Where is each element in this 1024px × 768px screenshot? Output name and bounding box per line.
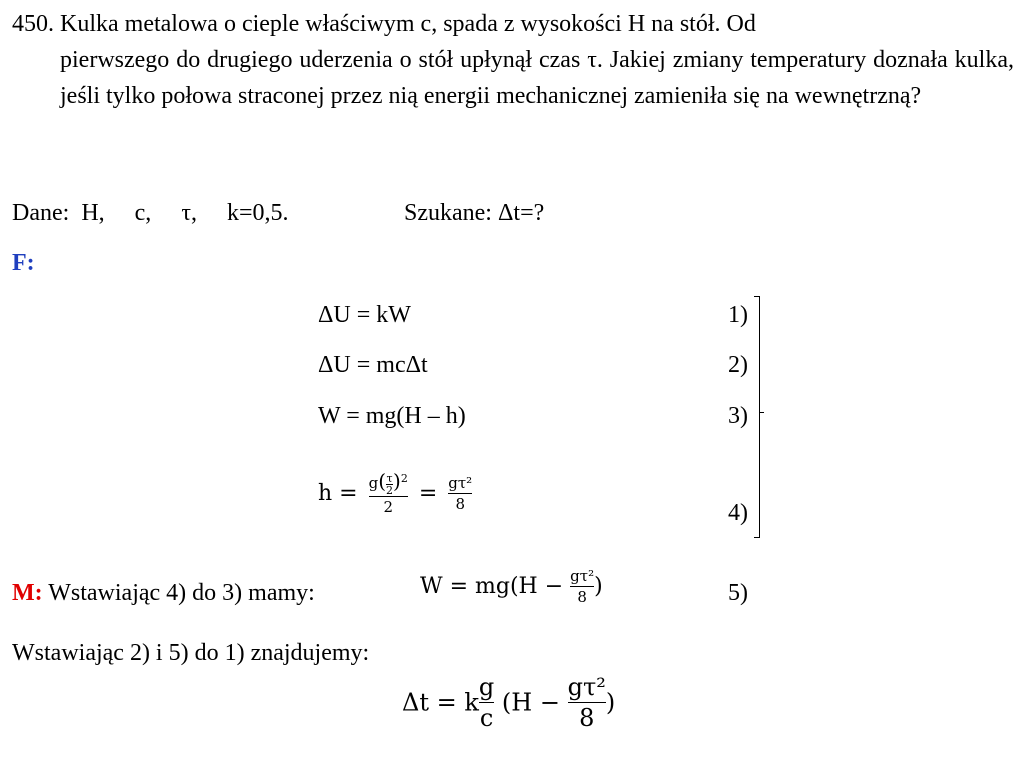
equation-4-denominator: 2 [369,496,408,517]
substitution-text: Wstawiając 2) i 5) do 1) znajdujemy: [12,640,370,666]
final-formula-pre: Δt = k [402,688,479,717]
problem-text-line1: Kulka metalowa o cieple właściwym c, spada z wysokości H na stół. Od [60,11,756,37]
equation-5 [420,566,603,607]
equation-5-number: 5) [728,580,748,606]
equation-4 [318,470,472,517]
final-formula-post: ) [605,688,616,717]
equation-4-inner-den: 2 [386,483,394,497]
equation-4-denominator-2: 8 [448,493,472,514]
final-fraction-g-c [479,672,494,733]
physics-section-label: F: [12,250,35,276]
problem-number: 450. [12,11,54,37]
final-c: c [479,704,494,732]
equation-5-pre: W = mg(H − [420,574,564,599]
equation-4-g: g [368,474,379,492]
given-item: k=0,5. [226,200,289,226]
final-g: g [478,673,495,701]
problem-text-rest: pierwszego do drugiego uderzenia o stół upłynął czas τ. Jakiej zmiany temperatury doznała kulka, jeśli tylko połowa straconej przez nią energii mechanicznej zamieniła się na wewnętrzną? [60,47,1014,109]
equation-3-number: 3) [728,403,748,429]
equation-5-post: ) [594,574,603,599]
equation-4-fraction-2 [448,473,472,514]
given-item: τ, [181,200,197,226]
bracket-tick [759,412,764,413]
equation-4-tau: τ [386,471,393,485]
given-item: H, [81,200,105,226]
equation-3: W = mg(H – h) [318,403,466,429]
math-section [12,578,315,608]
equation-4-equals: = [418,480,438,506]
equation-1-number: 1) [728,302,748,328]
equation-4-lhs: h = [318,480,358,506]
equation-2: ΔU = mcΔt [318,352,428,378]
final-formula [402,672,615,733]
final-fraction [568,672,606,733]
equation-2-number: 2) [728,352,748,378]
given-label: Dane: [12,200,70,226]
equation-5-numerator: gτ² [570,567,595,585]
given-data [12,198,289,228]
equation-4-number: 4) [728,500,748,526]
equation-4-exponent: 2 [400,472,408,485]
equation-4-fraction [369,470,408,517]
equation-group-bracket [754,296,760,538]
equation-4-numerator-2: gτ² [448,473,473,492]
given-item: c, [134,200,152,226]
equation-1: ΔU = kW [318,302,411,328]
final-denominator: 8 [568,702,606,733]
final-numerator: gτ² [567,673,606,701]
sought-value: Szukane: Δt=? [404,200,545,226]
math-section-label: M: [12,580,43,606]
equation-5-denominator: 8 [570,586,594,607]
equation-5-fraction [570,566,594,607]
final-formula-mid: (H − [501,688,560,717]
equation-4-numerator: g( $\frac{\tau}{2}$ )$^2$ [368,469,408,497]
problem-text [60,6,1014,114]
math-section-text: Wstawiając 4) do 3) mamy: [48,580,315,606]
equation-4-inner-fraction [386,473,393,496]
